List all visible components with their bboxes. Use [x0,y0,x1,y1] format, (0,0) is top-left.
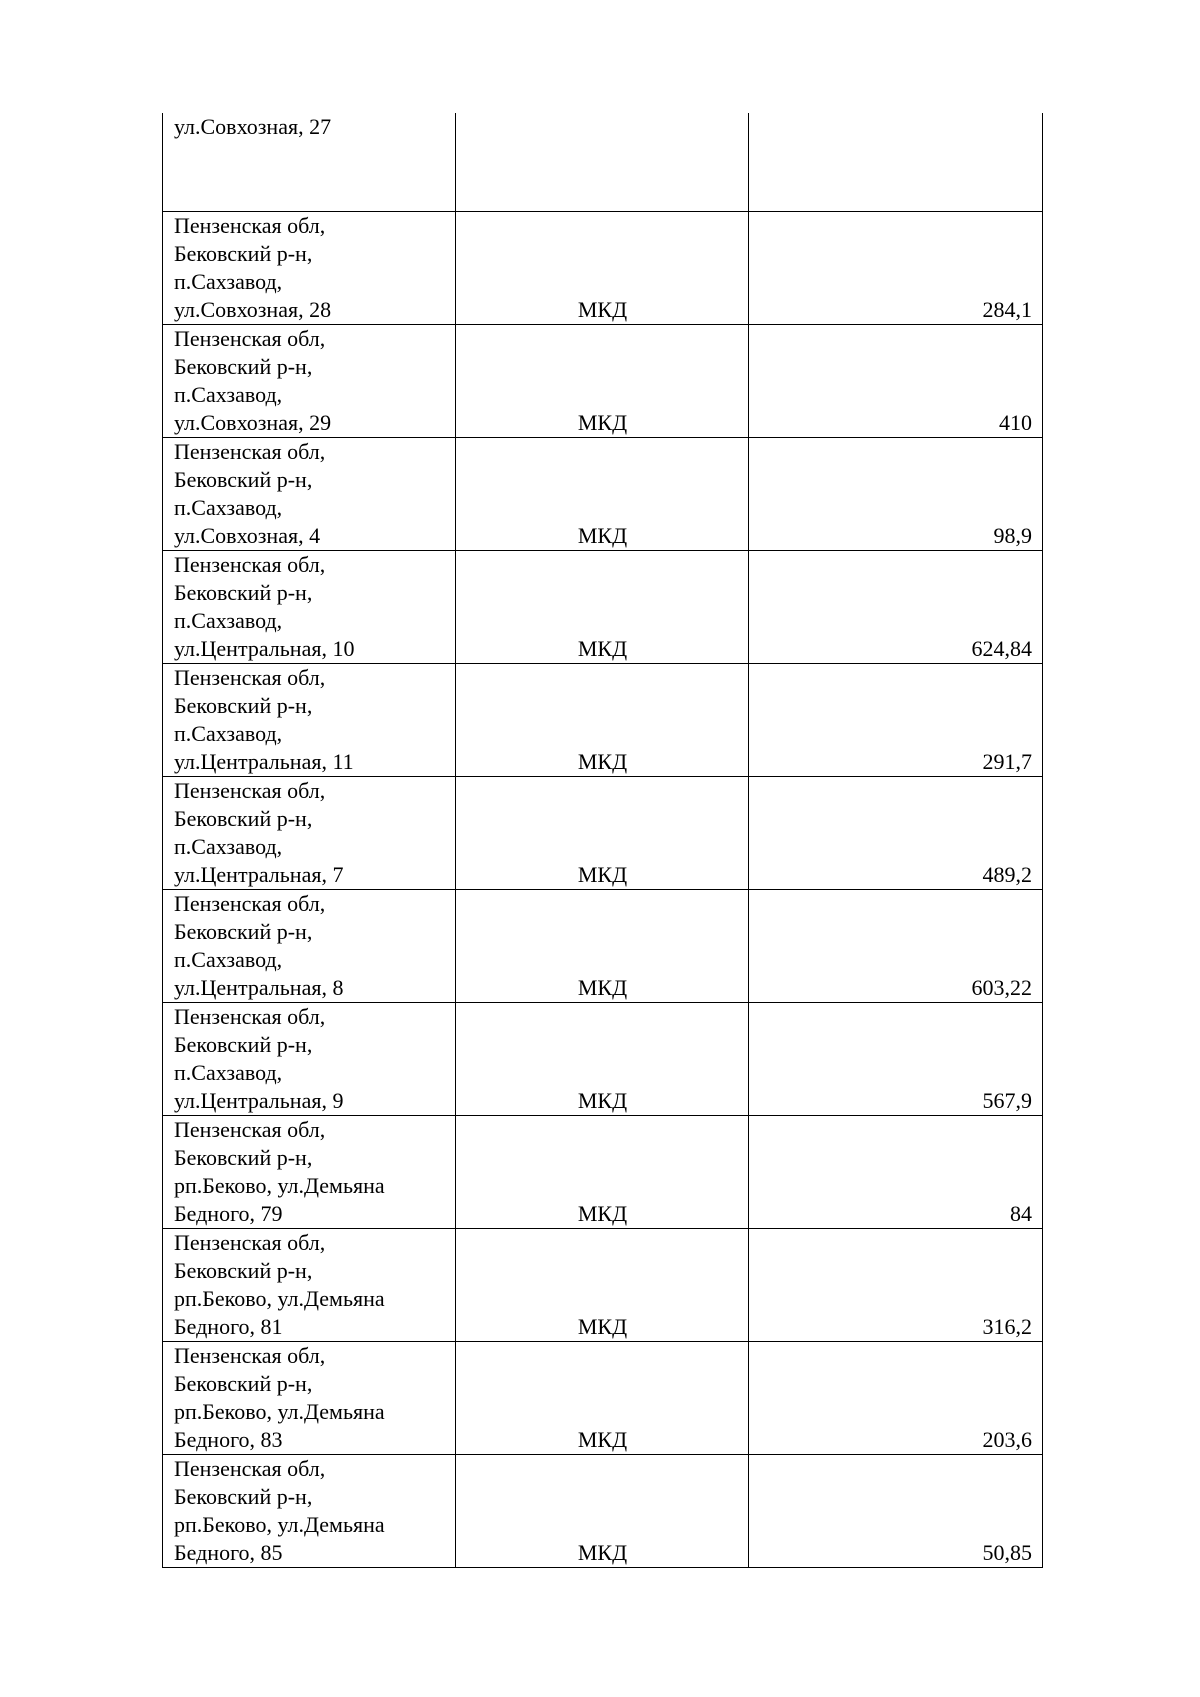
address-cell [163,211,456,324]
address-line: Пензенская обл, [174,1229,326,1255]
address-line: ул.Совхозная, 29 [174,409,332,435]
address-line: Бедного, 85 [174,1539,283,1565]
type-cell [456,113,749,211]
address-line: Бедного, 81 [174,1313,283,1339]
address-line: ул.Совхозная, 27 [174,114,332,139]
property-table-body [163,113,1043,1567]
address-cell [163,776,456,889]
address-cell [163,1341,456,1454]
address-line: п.Сахзавод, [174,1059,283,1085]
address-line: п.Сахзавод, [174,494,283,520]
table-row [163,211,1043,324]
table-row [163,1002,1043,1115]
address-line: Пензенская обл, [174,1342,326,1368]
table-row [163,776,1043,889]
area-cell: 316,2 [749,1228,1043,1341]
address-line: п.Сахзавод, [174,268,283,294]
address-line: п.Сахзавод, [174,833,283,859]
address-cell [163,437,456,550]
address-line: ул.Центральная, 10 [174,635,355,661]
address-line: Бековский р-н, [174,1483,313,1509]
area-cell: 603,22 [749,889,1043,1002]
address-line: п.Сахзавод, [174,720,283,746]
address-line: Пензенская обл, [174,777,326,803]
address-line: Бековский р-н, [174,240,313,266]
address-line: Бековский р-н, [174,1031,313,1057]
address-line: Пензенская обл, [174,890,326,916]
area-cell: 203,6 [749,1341,1043,1454]
type-cell: МКД [456,324,749,437]
address-line: Бековский р-н, [174,1144,313,1170]
type-cell: МКД [456,550,749,663]
table-row [163,663,1043,776]
address-line: Бековский р-н, [174,466,313,492]
address-cell [163,550,456,663]
table-row [163,324,1043,437]
address-line: рп.Беково, ул.Демьяна [174,1398,385,1424]
address-line: Пензенская обл, [174,551,326,577]
address-line: ул.Центральная, 9 [174,1087,344,1113]
table-row [163,113,1043,211]
area-cell: 98,9 [749,437,1043,550]
address-line: Пензенская обл, [174,664,326,690]
address-line: Пензенская обл, [174,212,326,238]
type-cell: МКД [456,776,749,889]
type-cell: МКД [456,211,749,324]
type-cell: МКД [456,1115,749,1228]
type-cell: МКД [456,1454,749,1567]
type-cell: МКД [456,1002,749,1115]
address-cell [163,113,456,211]
address-cell [163,1454,456,1567]
address-line: рп.Беково, ул.Демьяна [174,1172,385,1198]
table-row [163,889,1043,1002]
address-line: Бедного, 83 [174,1426,283,1452]
table-row [163,1115,1043,1228]
address-line: п.Сахзавод, [174,946,283,972]
address-cell [163,1228,456,1341]
address-line: Бековский р-н, [174,1257,313,1283]
address-line: Бековский р-н, [174,805,313,831]
address-line: Бековский р-н, [174,918,313,944]
area-cell: 489,2 [749,776,1043,889]
type-cell: МКД [456,889,749,1002]
address-line: Пензенская обл, [174,1455,326,1481]
address-line: Бековский р-н, [174,353,313,379]
area-cell: 567,9 [749,1002,1043,1115]
address-line: ул.Центральная, 7 [174,861,344,887]
address-cell [163,1115,456,1228]
property-table [162,113,1043,1568]
address-line: Пензенская обл, [174,1116,326,1142]
address-line: ул.Центральная, 11 [174,748,354,774]
address-line: ул.Центральная, 8 [174,974,344,1000]
address-line: рп.Беково, ул.Демьяна [174,1511,385,1537]
table-row [163,1341,1043,1454]
type-cell: МКД [456,663,749,776]
type-cell: МКД [456,1341,749,1454]
area-cell [749,113,1043,211]
table-row [163,550,1043,663]
address-line: Бековский р-н, [174,1370,313,1396]
address-line: Бековский р-н, [174,579,313,605]
address-line: рп.Беково, ул.Демьяна [174,1285,385,1311]
address-line: ул.Совхозная, 4 [174,522,321,548]
area-cell: 624,84 [749,550,1043,663]
table-row [163,1228,1043,1341]
area-cell: 50,85 [749,1454,1043,1567]
area-cell: 291,7 [749,663,1043,776]
address-cell [163,889,456,1002]
address-cell [163,663,456,776]
address-line: Пензенская обл, [174,325,326,351]
address-line: п.Сахзавод, [174,607,283,633]
area-cell: 284,1 [749,211,1043,324]
address-line: ул.Совхозная, 28 [174,296,332,322]
address-line: Бедного, 79 [174,1200,283,1226]
address-line: Пензенская обл, [174,1003,326,1029]
area-cell: 410 [749,324,1043,437]
area-cell: 84 [749,1115,1043,1228]
address-line: Пензенская обл, [174,438,326,464]
table-row [163,437,1043,550]
address-line: Бековский р-н, [174,692,313,718]
type-cell: МКД [456,437,749,550]
address-line: п.Сахзавод, [174,381,283,407]
table-row [163,1454,1043,1567]
type-cell: МКД [456,1228,749,1341]
address-cell [163,1002,456,1115]
address-cell [163,324,456,437]
